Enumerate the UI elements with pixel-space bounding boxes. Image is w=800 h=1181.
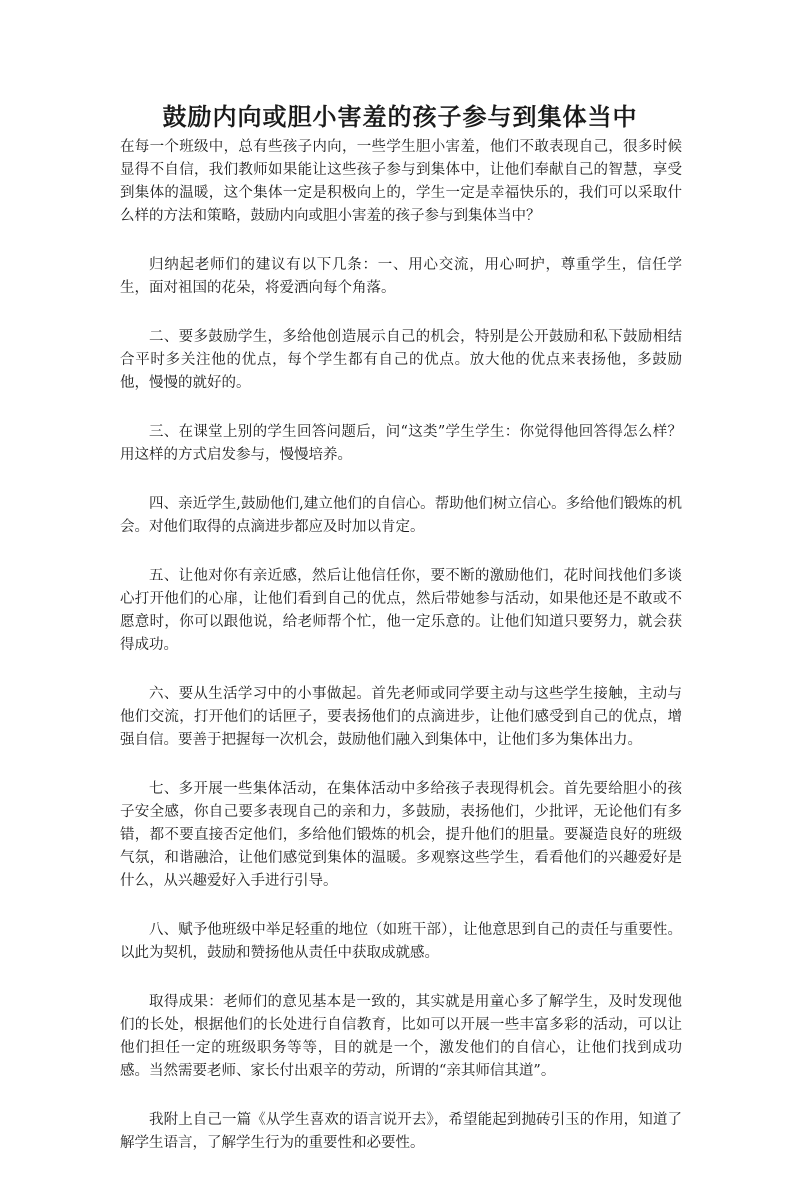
paragraph-point-5: 五、让他对你有亲近感，然后让他信任你，要不断的激励他们，花时间找他们多谈心打开他们的心扉，让他们看到自己的优点，然后带她参与活动，如果他还是不敢或不愿意时，你可以跟他说，给老师帮个忙，他一定乐意的。让他们知道只要努力，就会获得成功。: [120, 568, 682, 653]
paragraph-point-8: 八、赋予他班级中举足轻重的地位（如班干部），让他意思到自己的责任与重要性。以此为契机，鼓励和赞扬他从责任中获取成就感。: [120, 922, 682, 961]
document-body: [120, 136, 682, 1181]
paragraph-point-3: 三、在课堂上别的学生回答问题后，问“这类”学生学生：你觉得他回答得怎么样？用这样的方式启发参与，慢慢培养。: [120, 424, 682, 463]
paragraph-point-6: 六、要从生活学习中的小事做起。首先老师或同学要主动与这些学生接触，主动与他们交流，打开他们的话匣子，要表扬他们的点滴进步，让他们感受到自己的优点，增强自信。要善于把握每一次机会，鼓励他们融入到集体中，让他们多为集体出力。: [120, 686, 682, 748]
paragraph-point-7: 七、多开展一些集体活动，在集体活动中多给孩子表现得机会。首先要给胆小的孩子安全感，你自己要多表现自己的亲和力，多鼓励，表扬他们，少批评，无论他们有多错，都不要直接否定他们，多给他们锻炼的机会，提升他们的胆量。要凝造良好的班级气氛，和谐融洽，让他们感觉到集体的温暖。多观察这些学生，看看他们的兴趣爱好是什么，从兴趣爱好入手进行引导。: [120, 781, 682, 889]
document-title: 鼓励内向或胆小害羞的孩子参与到集体当中: [162, 103, 638, 131]
paragraph-point-4: 四、亲近学生,鼓励他们,建立他们的自信心。帮助他们树立信心。多给他们锻炼的机会。对他们取得的点滴进步都应及时加以肯定。: [120, 496, 682, 535]
paragraph-attachment: 我附上自己一篇《从学生喜欢的语言说开去》，希望能起到抛砖引玉的作用，知道了解学生语言，了解学生行为的重要性和必要性。: [120, 1112, 682, 1151]
paragraph-point-2: 二、要多鼓励学生，多给他创造展示自己的机会，特别是公开鼓励和私下鼓励相结合平时多关注他的优点，每个学生都有自己的优点。放大他的优点来表扬他，多鼓励他，慢慢的就好的。: [120, 329, 682, 391]
paragraph-summary: 归纳起老师们的建议有以下几条：一、用心交流，用心呵护，尊重学生，信任学生，面对祖国的花朵，将爱洒向每个角落。: [120, 257, 682, 296]
paragraph-intro: 在每一个班级中，总有些孩子内向，一些学生胆小害羞，他们不敢表现自己，很多时候显得不自信，我们教师如果能让这些孩子参与到集体中，让他们奉献自己的智慧，享受到集体的温暖，这个集体一定是积极向上的，学生一定是幸福快乐的，我们可以采取什么样的方法和策略，鼓励内向或胆小害羞的孩子参与到集体当中？: [120, 139, 682, 224]
paragraph-results: 取得成果：老师们的意见基本是一致的，其实就是用童心多了解学生，及时发现他们的长处，根据他们的长处进行自信教育，比如可以开展一些丰富多彩的活动，可以让他们担任一定的班级职务等等，目的就是一个，激发他们的自信心，让他们找到成功感。当然需要老师、家长付出艰辛的劳动，所谓的“亲其师信其道”。: [120, 994, 682, 1079]
